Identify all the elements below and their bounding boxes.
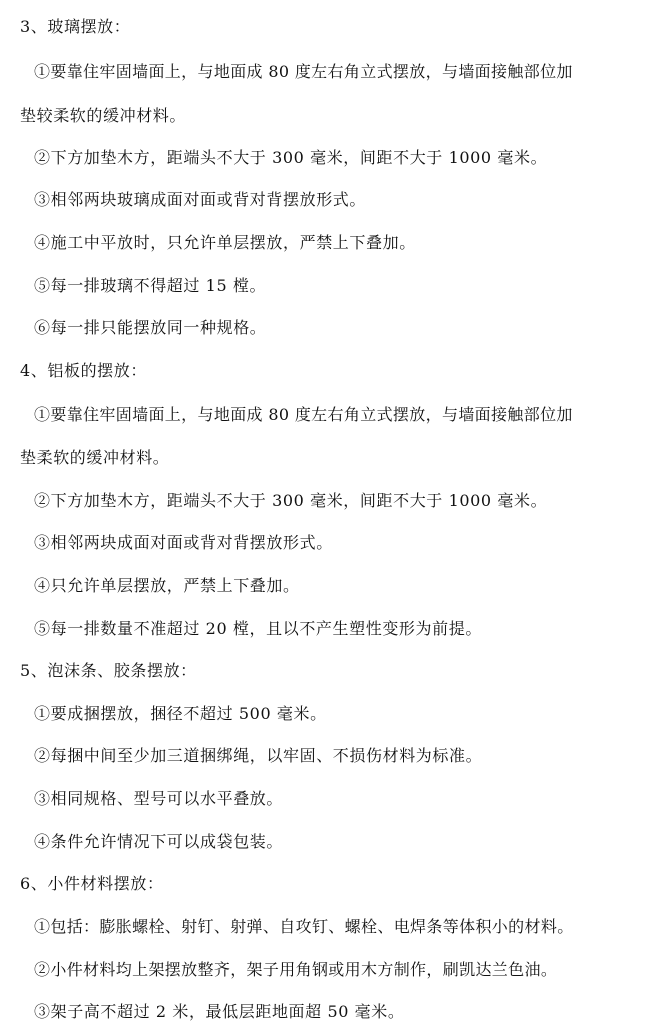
section-heading-aluminum: 4、铝板的摆放： — [20, 361, 147, 380]
paragraph-line: 垫柔软的缓冲材料。 — [20, 448, 170, 467]
paragraph-line: ⑤每一排数量不准超过 20 樘，且以不产生塑性变形为前提。 — [34, 619, 482, 638]
paragraph-line: ①包括：膨胀螺栓、射钉、射弹、自攻钉、螺栓、电焊条等体积小的材料。 — [34, 917, 574, 936]
paragraph-line: ③相同规格、型号可以水平叠放。 — [34, 789, 284, 808]
section-heading-small-parts: 6、小件材料摆放： — [20, 874, 164, 893]
paragraph-line: ⑤每一排玻璃不得超过 15 樘。 — [34, 276, 267, 295]
paragraph-line: ②小件材料均上架摆放整齐，架子用角钢或用木方制作，刷凯达兰色油。 — [34, 960, 558, 979]
section-heading-glass: 3、玻璃摆放： — [20, 17, 131, 36]
paragraph-line: ①要靠住牢固墙面上，与地面成 80 度左右角立式摆放，与墙面接触部位加 — [34, 405, 573, 424]
paragraph-line: ③相邻两块玻璃成面对面或背对背摆放形式。 — [34, 190, 367, 209]
paragraph-line: 垫较柔软的缓冲材料。 — [20, 106, 187, 125]
paragraph-line: ④施工中平放时，只允许单层摆放，严禁上下叠加。 — [34, 233, 416, 252]
paragraph-line: ①要靠住牢固墙面上，与地面成 80 度左右角立式摆放，与墙面接触部位加 — [34, 62, 573, 81]
paragraph-line: ⑥每一排只能摆放同一种规格。 — [34, 318, 267, 337]
paragraph-line: ①要成捆摆放，捆径不超过 500 毫米。 — [34, 704, 327, 723]
paragraph-line: ②下方加垫木方，距端头不大于 300 毫米，间距不大于 1000 毫米。 — [34, 148, 548, 167]
paragraph-line: ④只允许单层摆放，严禁上下叠加。 — [34, 576, 300, 595]
section-heading-foam: 5、泡沫条、胶条摆放： — [20, 661, 197, 680]
paragraph-line: ③架子高不超过 2 米，最低层距地面超 50 毫米。 — [34, 1002, 405, 1021]
paragraph-line: ③相邻两块成面对面或背对背摆放形式。 — [34, 533, 333, 552]
paragraph-line: ②下方加垫木方，距端头不大于 300 毫米，间距不大于 1000 毫米。 — [34, 491, 548, 510]
paragraph-line: ②每捆中间至少加三道捆绑绳，以牢固、不损伤材料为标准。 — [34, 746, 483, 765]
paragraph-line: ④条件允许情况下可以成袋包装。 — [34, 832, 284, 851]
